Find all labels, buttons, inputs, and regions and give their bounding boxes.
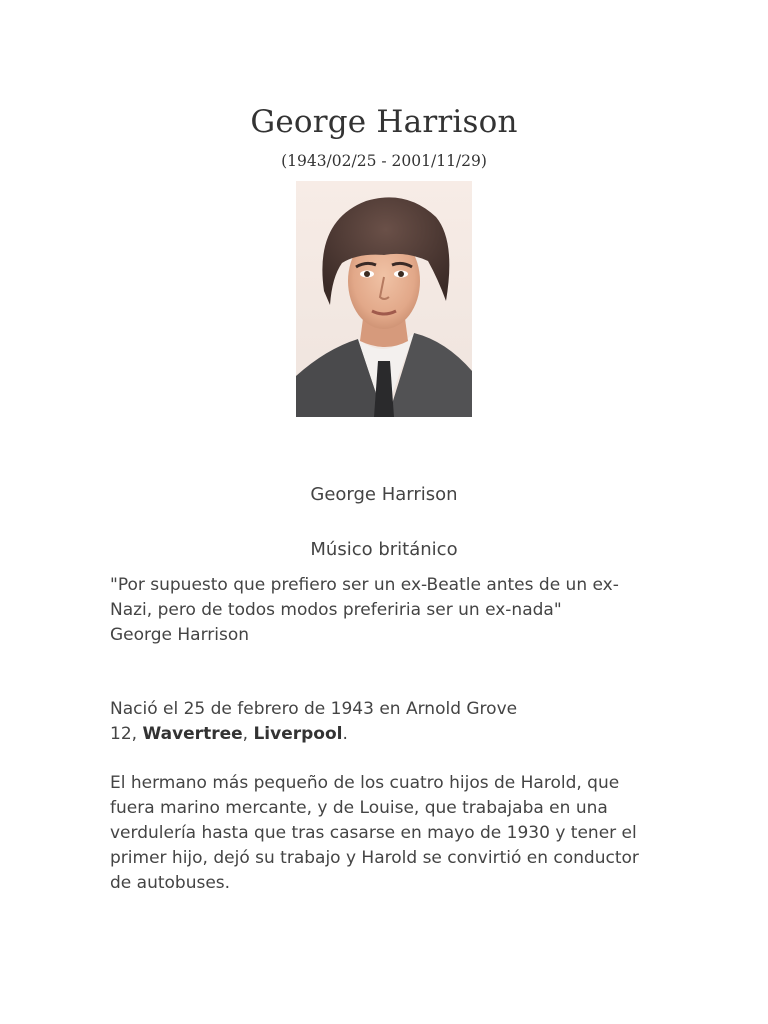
birth-end: . xyxy=(342,724,348,744)
quote-block xyxy=(110,573,655,648)
portrait-image xyxy=(296,181,472,417)
birth-place: Wavertree xyxy=(142,724,243,744)
birth-separator: , xyxy=(242,724,254,744)
quote-author: George Harrison xyxy=(110,625,250,645)
family-paragraph: El hermano más pequeño de los cuatro hijos de Harold, que fuera marino mercante, y de Louise, que trabajaba en una verdulería hasta que tras casarse en mayo de 1930 y tener el primer hijo, dejó su trabajo y Harold se convirtió en conductor de autobuses. xyxy=(110,773,639,893)
birth-city: Liverpool xyxy=(253,724,343,744)
birth-number: 12, xyxy=(110,724,143,744)
life-dates: (1943/02/25 - 2001/11/29) xyxy=(281,152,487,170)
birth-paragraph xyxy=(110,697,655,747)
caption-role: Músico británico xyxy=(310,539,458,560)
quote-text: "Por supuesto que prefiero ser un ex-Beatle antes de un ex-Nazi, pero de todos modos preferiria ser un ex-nada" xyxy=(110,575,619,620)
page-title: George Harrison xyxy=(250,104,518,140)
caption-name: George Harrison xyxy=(310,484,458,505)
birth-text: Nació el 25 de febrero de 1943 en Arnold Grove xyxy=(110,699,518,719)
